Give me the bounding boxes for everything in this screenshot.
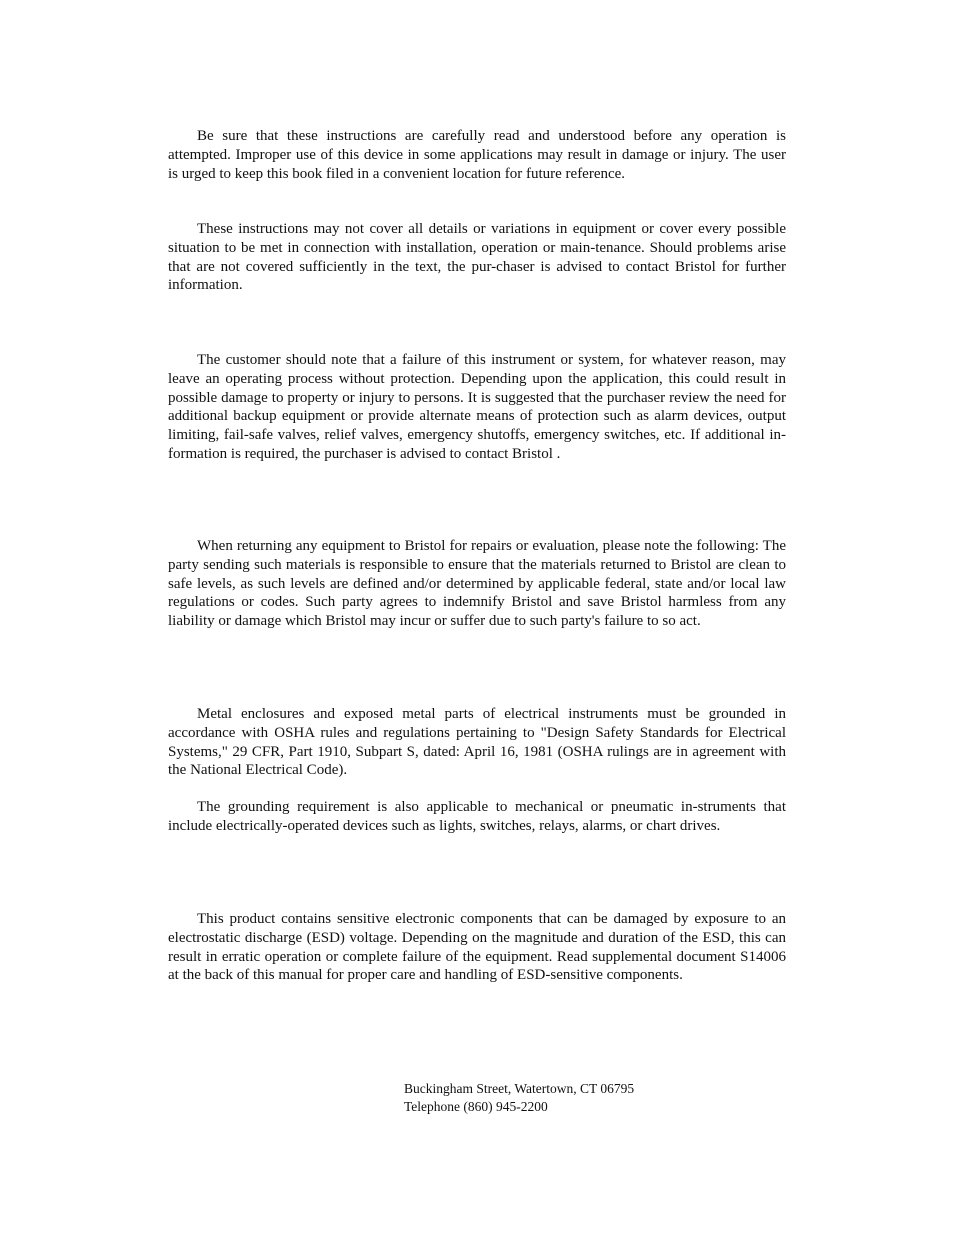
instructions-paragraph-1: Be sure that these instructions are carefully read and understood before any operation is attempted. Improper use of this device in some applications may result in damage or injury. The user is urged to keep this book filed in a convenient location for future reference. <box>168 128 786 182</box>
returning-equipment-paragraph: When returning any equipment to Bristol for repairs or evaluation, please note the following: The party sending such materials is responsible to ensure that the materials returned to Bristol are clean to safe levels, as such levels are defined and/or determined by applicable federal, state and/or local law regulations or codes. Such party agrees to indemnify Bristol and save Bristol harmless from any liability or damage which Bristol may incur or suffer due to such party's failure to so act. <box>168 538 786 630</box>
esd-paragraph: This product contains sensitive electronic components that can be damaged by exposure to an electrostatic discharge (ESD) voltage. Depending on the magnitude and duration of the ESD, this can result in erratic operation or complete failure of the equipment. Read supplemental document S14006 at the back of this manual for proper care and handling of ESD-sensitive components. <box>168 911 786 984</box>
company-address <box>404 1080 634 1116</box>
failure-warning-paragraph: The customer should note that a failure of this instrument or system, for whatever reason, may leave an operating process without protection. Depending upon the application, this could result in possible damage to property or injury to persons. It is suggested that the purchaser review the need for additional backup equipment or provide alternate means of protection such as alarm devices, output limiting, fail-safe valves, relief valves, emergency shutoffs, emergency switches, etc. If additional in-formation is required, the purchaser is advised to contact Bristol . <box>168 352 786 462</box>
grounding-paragraph-2: The grounding requirement is also applicable to mechanical or pneumatic in-struments that include electrically-operated devices such as lights, switches, relays, alarms, or chart drives. <box>168 799 786 834</box>
address-street: Buckingham Street, Watertown, CT 06795 <box>404 1081 635 1096</box>
address-telephone: Telephone (860) 945-2200 <box>404 1099 548 1114</box>
grounding-paragraph-1: Metal enclosures and exposed metal parts of electrical instruments must be grounded in accordance with OSHA rules and regulations pertaining to "Design Safety Standards for Electrical Systems," 29 CFR, Part 1910, Subpart S, dated: April 16, 1981 (OSHA rulings are in agreement with the National Electrical Code). <box>168 706 786 779</box>
instructions-paragraph-2: These instructions may not cover all details or variations in equipment or cover every possible situation to be met in connection with installation, operation or main-tenance. Should problems arise that are not covered sufficiently in the text, the pur-chaser is advised to contact Bristol for further information. <box>168 221 786 294</box>
